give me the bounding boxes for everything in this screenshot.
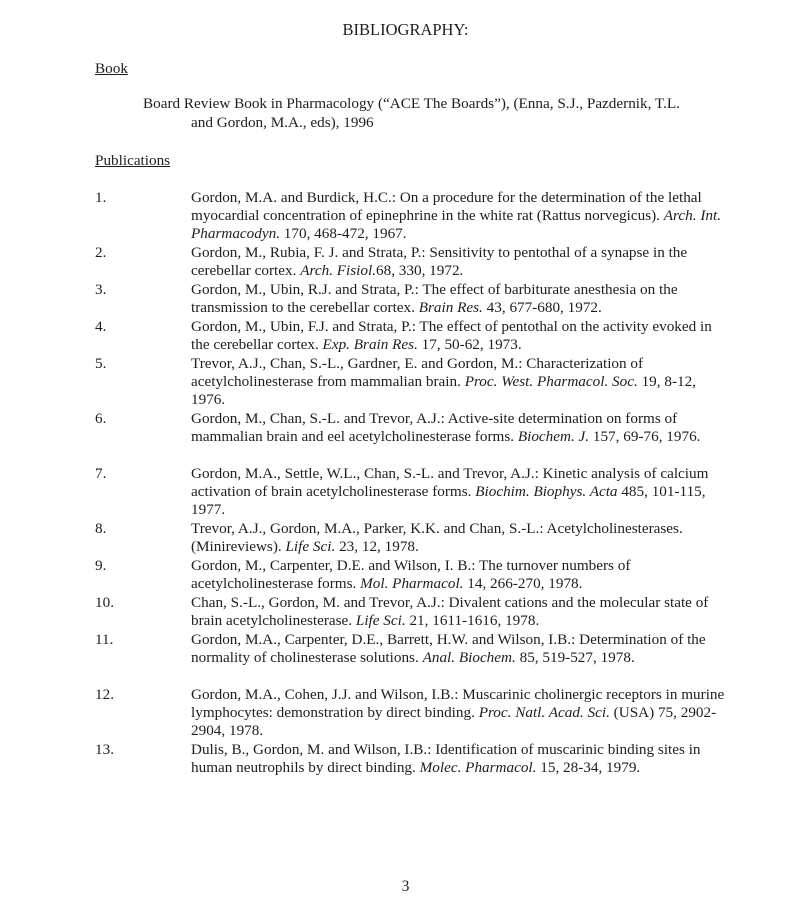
- publication-number: 10.: [95, 594, 114, 611]
- publication-authors: Dulis, B., Gordon, M. and Wilson, I.B.: Identification of muscarinic binding sites in human neutrophils by direct binding.: [191, 741, 701, 777]
- publication-journal: Proc. Natl. Acad. Sci.: [478, 704, 610, 722]
- publication-number: 13.: [95, 741, 114, 758]
- page-title: BIBLIOGRAPHY:: [342, 20, 469, 39]
- publication-number: 2.: [95, 244, 107, 261]
- publication-journal: Anal. Biochem.: [422, 649, 516, 667]
- publication-number: 4.: [95, 318, 107, 335]
- book-entry-line-1: Board Review Book in Pharmacology (“ACE The Boards”), (Enna, S.J., Pazdernik, T.L.: [143, 95, 680, 112]
- book-entry: [143, 95, 743, 132]
- publication-details: 485, 101-115, 1977.: [191, 483, 706, 519]
- publication-citation: [191, 520, 731, 556]
- publication-citation: [191, 189, 731, 244]
- publication-details: 14, 266-270, 1978.: [463, 575, 583, 593]
- publication-authors: Gordon, M.A., Settle, W.L., Chan, S.-L. and Trevor, A.J.: Kinetic analysis of calcium activation of brain acetylcholinesterase forms.: [191, 465, 709, 501]
- publication-number: 11.: [95, 631, 114, 648]
- page-number: 3: [401, 878, 410, 895]
- publication-number: 3.: [95, 281, 107, 298]
- publication-number: 5.: [95, 355, 107, 372]
- publication-details: (USA) 75, 2902-2904, 1978.: [191, 704, 717, 740]
- publication-details: 68, 330, 1972.: [376, 262, 464, 280]
- publication-citation: [191, 410, 731, 446]
- publication-authors: Gordon, M., Ubin, R.J. and Strata, P.: The effect of barbiturate anesthesia on the transmission to the cerebellar cortex.: [191, 281, 678, 317]
- publication-authors: Gordon, M., Ubin, F.J. and Strata, P.: The effect of pentothal on the activity evoked in the cerebellar cortex.: [191, 318, 712, 354]
- publication-journal: Proc. West. Pharmacol. Soc.: [464, 373, 638, 391]
- publication-number: 12.: [95, 686, 114, 703]
- publication-journal: Molec. Pharmacol.: [419, 759, 537, 777]
- publication-journal: Arch. Fisiol.: [300, 262, 376, 280]
- publication-journal: Life Sci.: [285, 538, 336, 556]
- publication-journal: Life Sci.: [355, 612, 406, 630]
- publication-citation: [191, 318, 731, 354]
- publication-details: 157, 69-76, 1976.: [589, 428, 701, 446]
- publication-details: 85, 519-527, 1978.: [515, 649, 635, 667]
- publication-number: 9.: [95, 557, 107, 574]
- publications-heading: Publications: [95, 152, 171, 169]
- publication-authors: Gordon, M., Rubia, F. J. and Strata, P.: Sensitivity to pentothal of a synapse in the cerebellar cortex.: [191, 244, 688, 280]
- publication-citation: [191, 355, 731, 410]
- publication-journal: Exp. Brain Res.: [322, 336, 418, 354]
- publication-number: 1.: [95, 189, 107, 206]
- book-entry-line-2: and Gordon, M.A., eds), 1996: [191, 113, 374, 131]
- publication-details: 19, 8-12, 1976.: [191, 373, 696, 409]
- publication-authors: Trevor, A.J., Chan, S.-L., Gardner, E. and Gordon, M.: Characterization of acetylcholinesterase from mammalian brain.: [191, 355, 644, 391]
- publication-citation: [191, 465, 731, 520]
- publication-journal: Mol. Pharmacol.: [360, 575, 464, 593]
- publication-authors: Gordon, M.A., Cohen, J.J. and Wilson, I.B.: Muscarinic cholinergic receptors in murine lymphocytes: demonstration by direct binding.: [191, 686, 725, 722]
- publication-authors: Trevor, A.J., Gordon, M.A., Parker, K.K. and Chan, S.-L.: Acetylcholinesterases. (Minireviews).: [191, 520, 683, 556]
- publication-citation: [191, 741, 731, 777]
- publication-details: 170, 468-472, 1967.: [280, 225, 407, 243]
- publication-authors: Gordon, M.A. and Burdick, H.C.: On a procedure for the determination of the lethal myocardial concentration of epinephrine in the white rat (Rattus norvegicus).: [191, 189, 702, 225]
- publication-journal: Biochem. J.: [517, 428, 590, 446]
- publication-citation: [191, 557, 731, 593]
- publication-citation: [191, 594, 731, 630]
- publication-details: 15, 28-34, 1979.: [536, 759, 641, 777]
- publication-authors: Gordon, M., Carpenter, D.E. and Wilson, I. B.: The turnover numbers of acetylcholinesterase forms.: [191, 557, 631, 593]
- publication-number: 8.: [95, 520, 107, 537]
- publication-number: 6.: [95, 410, 107, 427]
- book-heading: Book: [95, 60, 128, 77]
- publication-journal: Biochim. Biophys. Acta: [475, 483, 618, 501]
- publication-authors: Chan, S.-L., Gordon, M. and Trevor, A.J.: Divalent cations and the molecular state of brain acetylcholinesterase.: [191, 594, 709, 630]
- publication-details: 17, 50-62, 1973.: [417, 336, 522, 354]
- publication-journal: Brain Res.: [418, 299, 483, 317]
- publication-authors: Gordon, M.A., Carpenter, D.E., Barrett, H.W. and Wilson, I.B.: Determination of the normality of cholinesterase solutions.: [191, 631, 706, 667]
- publication-details: 21, 1611-1616, 1978.: [405, 612, 540, 630]
- publication-citation: [191, 244, 731, 280]
- publication-details: 43, 677-680, 1972.: [482, 299, 602, 317]
- publication-citation: [191, 281, 731, 317]
- publication-journal: Arch. Int. Pharmacodyn.: [191, 207, 721, 243]
- publication-citation: [191, 686, 731, 741]
- publication-details: 23, 12, 1978.: [335, 538, 419, 556]
- publication-authors: Gordon, M., Chan, S.-L. and Trevor, A.J.: Active-site determination on forms of mammalian brain and eel acetylcholinesterase forms.: [191, 410, 678, 446]
- publication-citation: [191, 631, 731, 667]
- publication-number: 7.: [95, 465, 107, 482]
